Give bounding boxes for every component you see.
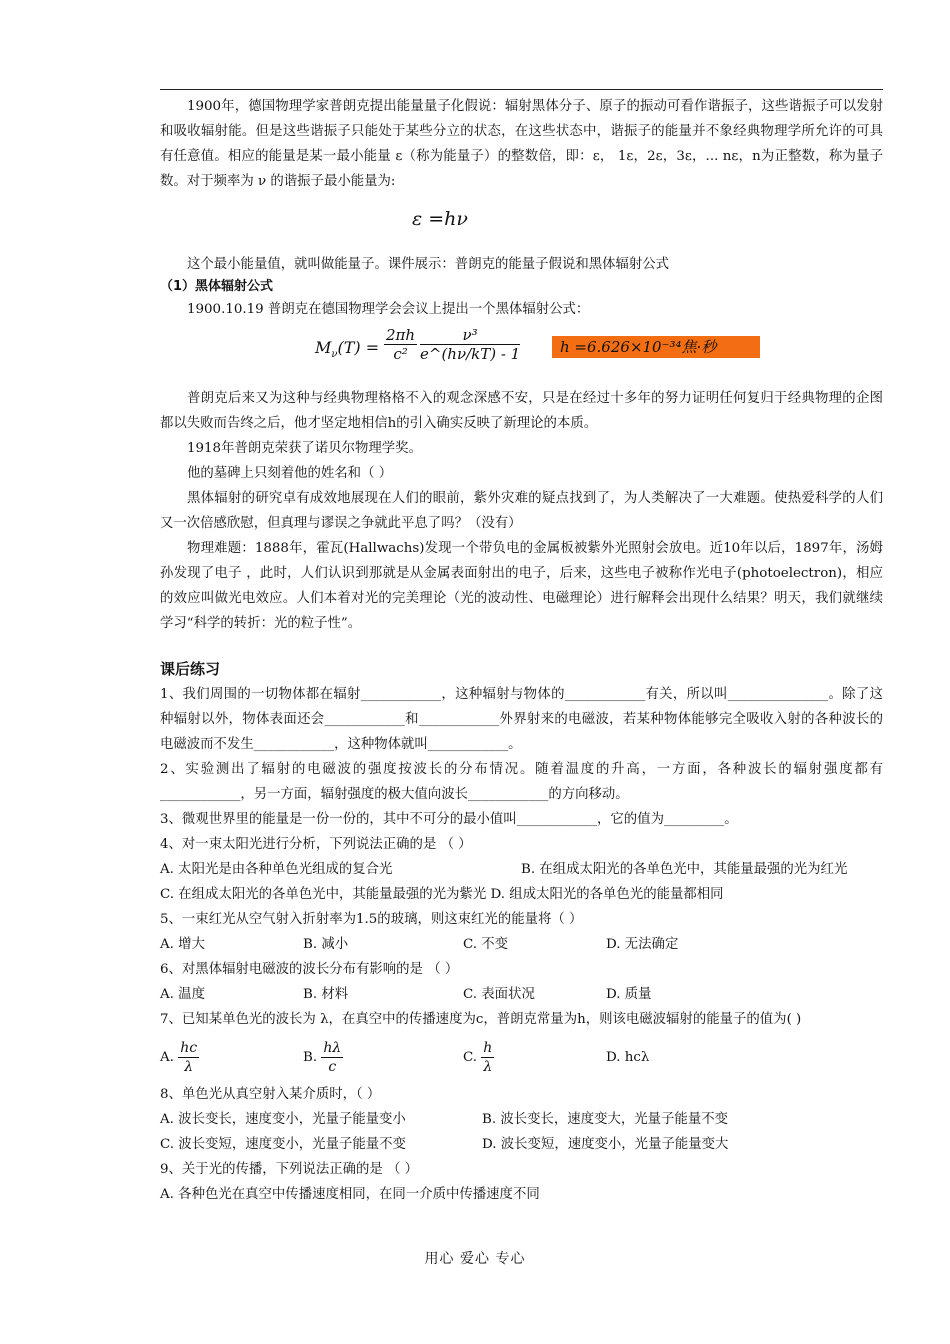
exercises-heading: 课后练习 (160, 660, 221, 678)
q8-options-row-2 (160, 1132, 883, 1157)
section-paragraph-4: 他的墓碑上只刻着他的姓名和（ ） (187, 466, 393, 481)
header-rule (160, 89, 883, 90)
energy-quantum-formula (160, 194, 883, 252)
option-b: B. 材料 (303, 987, 349, 1002)
question-2: 2、实验测出了辐射的电磁波的强度按波长的分布情况。随着温度的升高，一方面，各种波长的辐射强度都有____________，另一方面，辐射强度的极大值向波长____________的方向移动。 (160, 762, 883, 802)
blackbody-formula (160, 322, 883, 386)
section-heading: （1）黑体辐射公式 (160, 279, 274, 294)
q8-options-row-1 (160, 1107, 883, 1132)
section-paragraph-2: 普朗克后来又为这种与经典物理格格不入的观念深感不安，只是在经过十多年的努力证明任何复归于经典物理的企图都以失败而告终之后，他才坚定地相信h的引入确实反映了新理论的本质。 (160, 391, 883, 431)
question-6: 6、对黑体辐射电磁波的波长分布有影响的是 （ ） (160, 962, 459, 977)
question-8: 8、单色光从真空射入某介质时，（ ） (160, 1087, 381, 1102)
option-c: C. 表面状况 (463, 987, 535, 1002)
q4-options-row-1 (160, 857, 883, 882)
question-5: 5、一束红光从空气射入折射率为1.5的玻璃，则这束红光的能量将（ ） (160, 912, 583, 927)
intro-paragraph-2: 这个最小能量值，就叫做能量子。课件展示：普朗克的能量子假说和黑体辐射公式 (187, 257, 670, 272)
option-a: A. 波长变长，速度变小，光量子能量变小 (160, 1112, 406, 1127)
option-d: D. hcλ (606, 1049, 650, 1065)
option-a: A. $\frac{hc}{\lambda}$ (160, 1039, 198, 1075)
option-d: D. 波长变短，速度变小，光量子能量变大 (482, 1137, 729, 1152)
question-3: 3、微观世界里的能量是一份一份的，其中不可分的最小值叫____________，它的值为_________。 (160, 812, 738, 827)
option-b: B. $\frac{h\lambda}{c}$ (303, 1039, 342, 1075)
section-paragraph-3: 1918年普朗克荣获了诺贝尔物理学奖。 (187, 441, 422, 456)
q7-options (160, 1032, 883, 1082)
page-footer: 用心 爱心 专心 (424, 1251, 526, 1267)
q6-options (160, 982, 883, 1007)
q9-option-a: A. 各种色光在真空中传播速度相同，在同一介质中传播速度不同 (160, 1187, 540, 1202)
question-1: 1、我们周围的一切物体都在辐射____________，这种辐射与物体的____________有关，所以叫_______________。除了这种辐射以外，物体表面还会____________和____________外界射来的电磁波，若某种物体能够完全吸收入射的各种波长的电磁波而不发生____________，这种物体就叫____________。 (160, 687, 883, 752)
question-9: 9、关于光的传播，下列说法正确的是 （ ） (160, 1162, 419, 1177)
document-body (160, 94, 883, 1207)
option-b: B. 减小 (303, 937, 349, 952)
option-c: C. $\frac{h}{\lambda}$ (463, 1039, 493, 1075)
q4-options-row-2 (160, 882, 883, 907)
option-b: B. 波长变长，速度变大，光量子能量不变 (482, 1112, 728, 1127)
planck-constant-box: h =6.626×10⁻³⁴焦·秒 (552, 336, 760, 358)
question-4: 4、对一束太阳光进行分析，下列说法正确的是 （ ） (160, 837, 472, 852)
section-paragraph-5: 黑体辐射的研究卓有成效地展现在人们的眼前，紫外灾难的疑点找到了，为人类解决了一大难题。使热爱科学的人们又一次倍感欣慰，但真理与谬误之争就此平息了吗？（没有） (160, 491, 883, 531)
option-c: C. 在组成太阳光的各单色光中，其能量最强的光为紫光 (160, 887, 487, 902)
formula-text: ε =hν (412, 208, 468, 230)
formula-lhs: $M_\nu(T)$ = (315, 338, 380, 361)
option-a: A. 太阳光是由各种单色光组成的复合光 (160, 862, 393, 877)
option-c: C. 不变 (463, 937, 509, 952)
formula-fraction-2: $\frac{\text{ν³}}{e\^{}(h\nu/kT) - 1}$ (420, 326, 521, 363)
option-c: C. 波长变短，速度变小，光量子能量不变 (160, 1137, 406, 1152)
option-b: B. 在组成太阳光的各单色光中，其能量最强的光为红光 (521, 862, 848, 877)
formula-fraction-1: $\frac{2\pi h}{\text{c²}}$ (386, 326, 416, 363)
option-a: A. 增大 (160, 937, 205, 952)
q5-options (160, 932, 883, 957)
section-paragraph-6: 物理难题：1888年，霍瓦(Hallwachs)发现一个带负电的金属板被紫外光照射会放电。近10年以后，1897年，汤姆孙发现了电子 ，此时，人们认识到那就是从金属表面射出的电子，后来，这些电子被称作光电子(photoelectron)，相应的效应叫做光电效应。人们本着对光的完美理论（光的波动性、电磁理论）进行解释会出现什么结果？明天，我们就继续学习“科学的转折：光的粒子性”。 (160, 541, 883, 631)
option-a: A. 温度 (160, 987, 205, 1002)
option-d: D. 无法确定 (606, 937, 679, 952)
section-paragraph: 1900.10.19 普朗克在德国物理学会会议上提出一个黑体辐射公式： (187, 302, 590, 317)
option-d: D. 组成太阳光的各单色光的能量都相同 (490, 887, 724, 902)
intro-paragraph: 1900年，德国物理学家普朗克提出能量量子化假说：辐射黑体分子、原子的振动可看作谐振子，这些谐振子可以发射和吸收辐射能。但是这些谐振子只能处于某些分立的状态，在这些状态中，谐振子的能量并不象经典物理学所允许的可具有任意值。相应的能量是某一最小能量 ε（称为能量子）的整数倍，即：ε， 1ε，2ε，3ε，... nε，n为正整数，称为量子数。对于频率为 ν 的谐振子最小能量为: (160, 99, 883, 189)
option-d: D. 质量 (606, 987, 652, 1002)
question-7: 7、已知某单色光的波长为 λ，在真空中的传播速度为c，普朗克常量为h，则该电磁波辐射的能量子的值为( ) (160, 1012, 802, 1027)
